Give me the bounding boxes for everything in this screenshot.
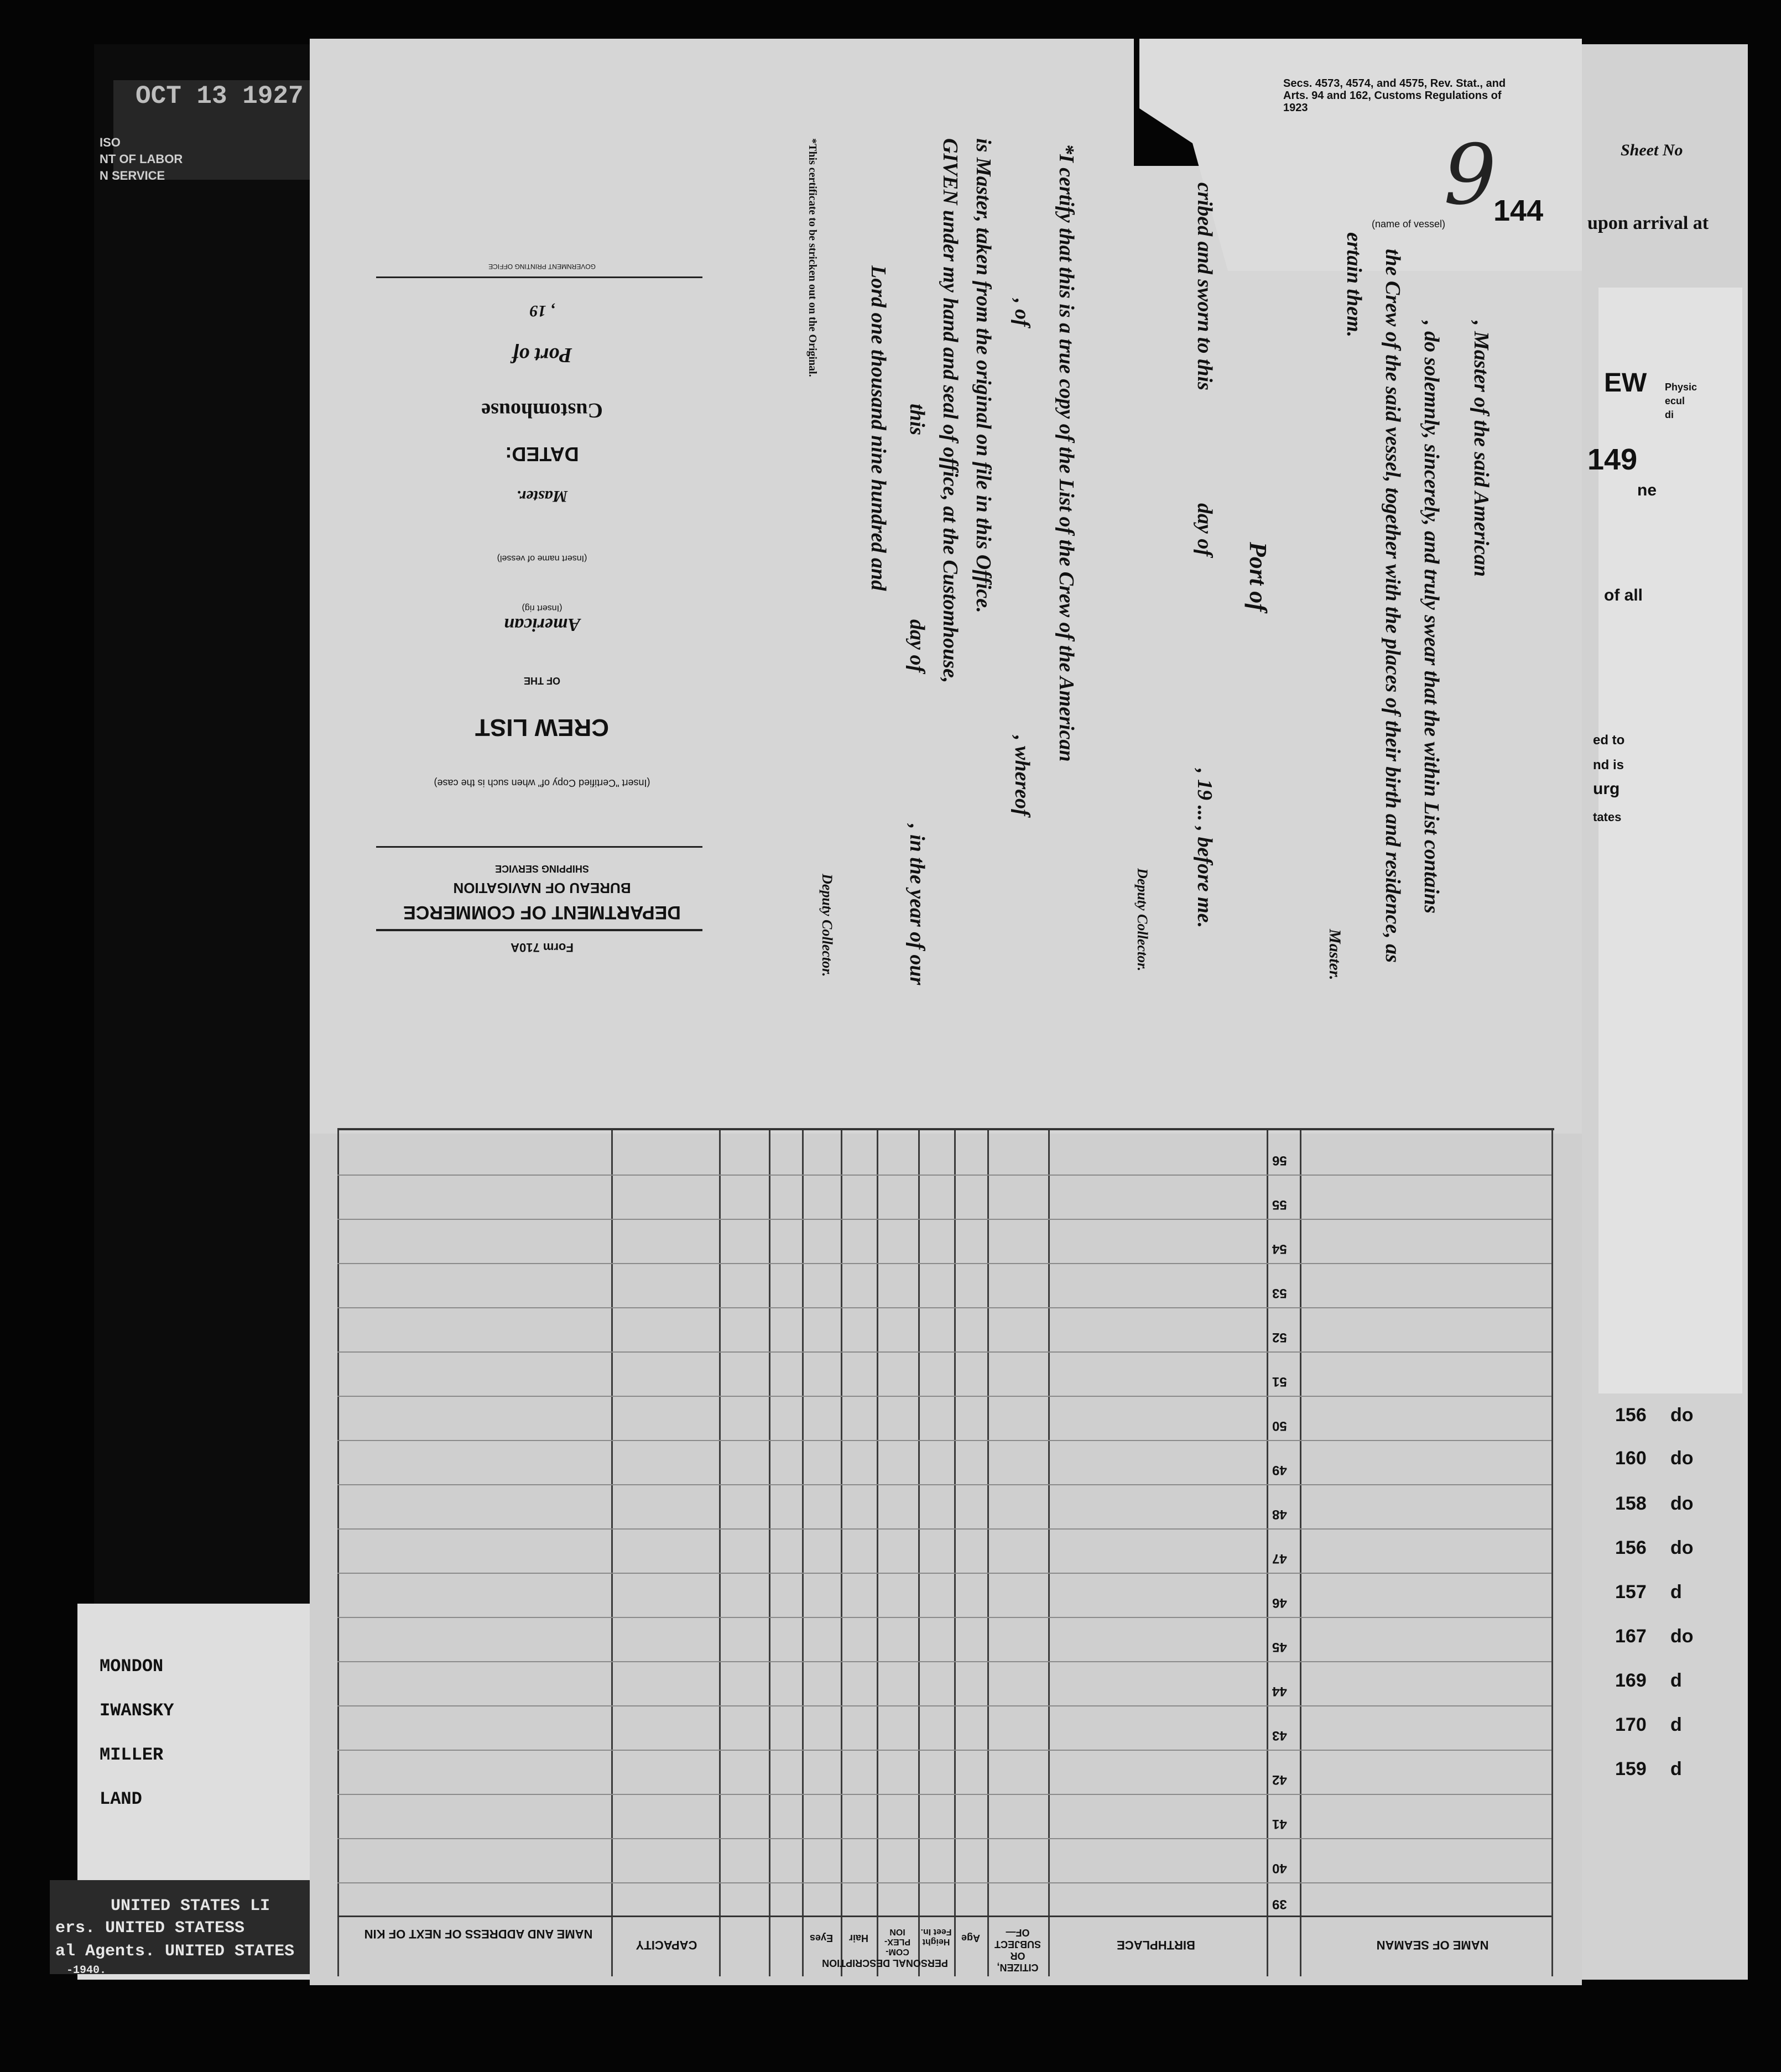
footer-agent-line: al Agents. UNITED STATES — [55, 1942, 295, 1961]
back-row-value: do — [1670, 1405, 1694, 1426]
cover-rule — [376, 929, 702, 931]
cover-printer: GOVERNMENT PRINTING OFFICE — [488, 263, 596, 270]
back-fragment: urg — [1593, 780, 1620, 798]
name-of-vessel-label: (name of vessel) — [1372, 218, 1446, 229]
row-rule — [337, 1838, 1551, 1839]
back-seaman-name: MILLER — [100, 1745, 164, 1765]
row-rule — [337, 1573, 1551, 1574]
row-rule — [337, 1528, 1551, 1530]
row-rule — [337, 1750, 1551, 1751]
row-rule — [337, 1175, 1551, 1176]
back-row-value: 159 — [1615, 1758, 1647, 1779]
back-row-value: do — [1670, 1537, 1694, 1558]
row-number: 49 — [1272, 1463, 1287, 1478]
back-fragment: of all — [1604, 586, 1643, 604]
oath-before-me: , 19 ... , before me. — [1193, 769, 1216, 928]
row-number: 46 — [1272, 1595, 1287, 1610]
footer-agent-line: -1940. — [66, 1964, 107, 1977]
back-row-value: do — [1670, 1626, 1694, 1647]
back-row-value: 170 — [1615, 1714, 1647, 1735]
cover-customhouse: Customhouse — [481, 399, 603, 422]
header-personal-description: PERSONAL DESCRIPTION — [822, 1958, 948, 1969]
footer-agent-line: UNITED STATES LI — [111, 1897, 270, 1916]
back-row-value: do — [1670, 1448, 1694, 1469]
seal-line-2: NT OF LABOR — [100, 152, 183, 166]
oath-port-of: Port of — [1244, 542, 1272, 612]
column-rule — [337, 1130, 339, 1976]
certificate-line-5b: day of — [905, 619, 929, 673]
certificate-deputy-collector: Deputy Collector. — [819, 874, 835, 977]
row-rule — [337, 1882, 1551, 1883]
column-rule — [877, 1130, 878, 1976]
certificate-line-3: is Master, taken from the original on file in this Office. — [972, 138, 995, 613]
row-number: 54 — [1272, 1241, 1287, 1256]
oath-day-of: day of — [1193, 503, 1216, 557]
header-name-of-seaman: NAME OF SEAMAN — [1376, 1938, 1489, 1952]
back-row-value: 160 — [1615, 1448, 1647, 1469]
oath-line-master: , Master of the said American — [1470, 321, 1493, 577]
back-fragment: nd is — [1593, 758, 1624, 773]
row-number: 39 — [1272, 1897, 1287, 1912]
column-rule — [1267, 1130, 1268, 1976]
header-citizen: CITIZEN, OR SUBJECT OF— — [994, 1927, 1041, 1973]
back-seaman-name: LAND — [100, 1789, 142, 1809]
cover-service: SHIPPING SERVICE — [495, 863, 589, 874]
row-number: 45 — [1272, 1640, 1287, 1655]
back-row-value: 167 — [1615, 1626, 1647, 1647]
header-age: Age — [961, 1933, 981, 1944]
cover-year: , 19 — [529, 302, 555, 320]
column-rule — [987, 1130, 989, 1976]
cover-title: CREW LIST — [475, 714, 609, 741]
back-fragment: Physic — [1665, 382, 1697, 393]
cover-insert-name: (Insert name of vessel) — [497, 554, 587, 563]
row-number: 42 — [1272, 1772, 1287, 1787]
cover-insert-rig: (Insert rig) — [522, 603, 563, 613]
statute-citation: Secs. 4573, 4574, and 4575, Rev. Stat., and Arts. 94 and 162, Customs Regulations of 1923 — [1283, 77, 1506, 114]
header-next-of-kin: NAME AND ADDRESS OF NEXT OF KIN — [364, 1927, 593, 1941]
row-rule — [337, 1351, 1551, 1353]
header-hair: Hair — [849, 1933, 869, 1944]
handwritten-mark: 9 — [1444, 127, 1497, 223]
oath-deputy-collector: Deputy Collector. — [1134, 868, 1150, 972]
back-row-value: 156 — [1615, 1405, 1647, 1426]
back-row-value: do — [1670, 1493, 1694, 1514]
back-row-value: 158 — [1615, 1493, 1647, 1514]
back-fragment: di — [1665, 409, 1674, 420]
certificate-line-2b: , whereof — [1011, 735, 1034, 816]
received-date-stamp: OCT 13 1927 — [136, 82, 304, 111]
back-row-value: 157 — [1615, 1582, 1647, 1603]
footer-agent-line: ers. UNITED STATESS — [55, 1919, 245, 1938]
cover-american: American — [504, 614, 580, 635]
row-number: 53 — [1272, 1286, 1287, 1301]
back-row-value: d — [1670, 1582, 1682, 1603]
row-rule — [337, 1440, 1551, 1441]
cover-bureau: BUREAU OF NAVIGATION — [453, 880, 631, 896]
column-rule — [802, 1130, 804, 1976]
back-seaman-name: MONDON — [100, 1656, 164, 1677]
certificate-line-5: this — [905, 404, 929, 436]
header-rule — [337, 1916, 1551, 1917]
cover-master: Master. — [516, 487, 568, 505]
oath-line-crew: the Crew of the said vessel, together with the places of their birth and residence, as — [1381, 249, 1404, 963]
certificate-line-6: Lord one thousand nine hundred and — [867, 265, 890, 591]
column-rule — [719, 1130, 721, 1976]
upon-arrival-text: upon arrival at — [1587, 213, 1709, 233]
row-rule — [337, 1794, 1551, 1795]
oath-line-swear: , do solemnly, sincerely, and truly swear that the within List contains — [1420, 321, 1443, 914]
oath-master-label: Master. — [1326, 929, 1344, 980]
certificate-line-5c: , in the year of our — [905, 824, 929, 985]
back-row-value: d — [1670, 1714, 1682, 1735]
row-number: 55 — [1272, 1197, 1287, 1212]
back-fragment: ed to — [1593, 733, 1625, 748]
row-number: 56 — [1272, 1153, 1287, 1168]
column-rule — [918, 1130, 920, 1976]
back-fragment: ecul — [1665, 395, 1685, 406]
cover-certified-note: (Insert "Certified Copy of" when such is the case) — [434, 777, 650, 789]
back-header-fragment: EW — [1604, 368, 1647, 398]
column-rule — [1300, 1130, 1301, 1976]
row-rule — [337, 1307, 1551, 1308]
row-rule — [337, 1396, 1551, 1397]
back-seaman-name: IWANSKY — [100, 1700, 174, 1721]
sheet-number: 144 — [1493, 194, 1544, 227]
row-number: 41 — [1272, 1817, 1287, 1831]
header-height: Height Feet In. — [920, 1927, 952, 1946]
header-capacity: CAPACITY — [636, 1938, 697, 1952]
row-rule — [337, 1661, 1551, 1662]
row-number: 50 — [1272, 1418, 1287, 1433]
header-eyes: Eyes — [809, 1933, 834, 1944]
row-number: 52 — [1272, 1330, 1287, 1345]
certificate-line-4: GIVEN under my hand and seal of office, at the Customhouse, — [939, 138, 962, 683]
row-number: 51 — [1272, 1374, 1287, 1389]
row-number: 44 — [1272, 1684, 1287, 1699]
cover-department: DEPARTMENT OF COMMERCE — [403, 902, 681, 923]
back-fragment: ne — [1637, 481, 1657, 499]
certificate-line-2: , of — [1011, 299, 1034, 327]
row-rule — [337, 1219, 1551, 1220]
back-fragment: tates — [1593, 810, 1622, 824]
row-rule — [337, 1263, 1551, 1264]
header-birthplace: BIRTHPLACE — [1117, 1938, 1195, 1952]
column-rule — [1048, 1130, 1050, 1976]
back-row-value: d — [1670, 1670, 1682, 1691]
back-row-value: 169 — [1615, 1670, 1647, 1691]
row-number: 47 — [1272, 1551, 1287, 1566]
header-complexion: COM- PLEX- ION — [884, 1927, 911, 1956]
cover-dated: DATED: — [505, 443, 579, 466]
seal-line-1: ISO — [100, 135, 121, 149]
seal-line-3: N SERVICE — [100, 169, 165, 182]
cover-rule — [376, 846, 702, 848]
row-number: 43 — [1272, 1728, 1287, 1743]
cover-port-of: Port of — [512, 343, 572, 367]
back-sheet-number: 149 — [1587, 443, 1638, 476]
column-rule — [841, 1130, 842, 1976]
row-rule — [337, 1484, 1551, 1485]
sheet-no-label: Sheet No — [1621, 141, 1683, 159]
oath-line-ascertain: ertain them. — [1342, 232, 1366, 338]
row-rule — [337, 1617, 1551, 1618]
column-rule — [1551, 1130, 1553, 1976]
certificate-footnote: *This certificate to be stricken out on the Original. — [806, 138, 819, 377]
column-rule — [954, 1130, 956, 1976]
back-row-value: 156 — [1615, 1537, 1647, 1558]
certificate-line-1: *I certify that this is a true copy of the List of the Crew of the American — [1055, 144, 1078, 762]
oath-subscribed: cribed and sworn to this — [1193, 182, 1216, 390]
row-rule — [337, 1705, 1551, 1706]
row-number: 40 — [1272, 1861, 1287, 1876]
cover-form-number: Form 710A — [511, 941, 574, 954]
cover-rule — [376, 276, 702, 278]
crew-table — [337, 1128, 1554, 1976]
row-number: 48 — [1272, 1507, 1287, 1522]
cover-of-the: OF THE — [524, 675, 560, 686]
column-rule — [769, 1130, 770, 1976]
column-rule — [611, 1130, 613, 1976]
back-row-value: d — [1670, 1758, 1682, 1779]
